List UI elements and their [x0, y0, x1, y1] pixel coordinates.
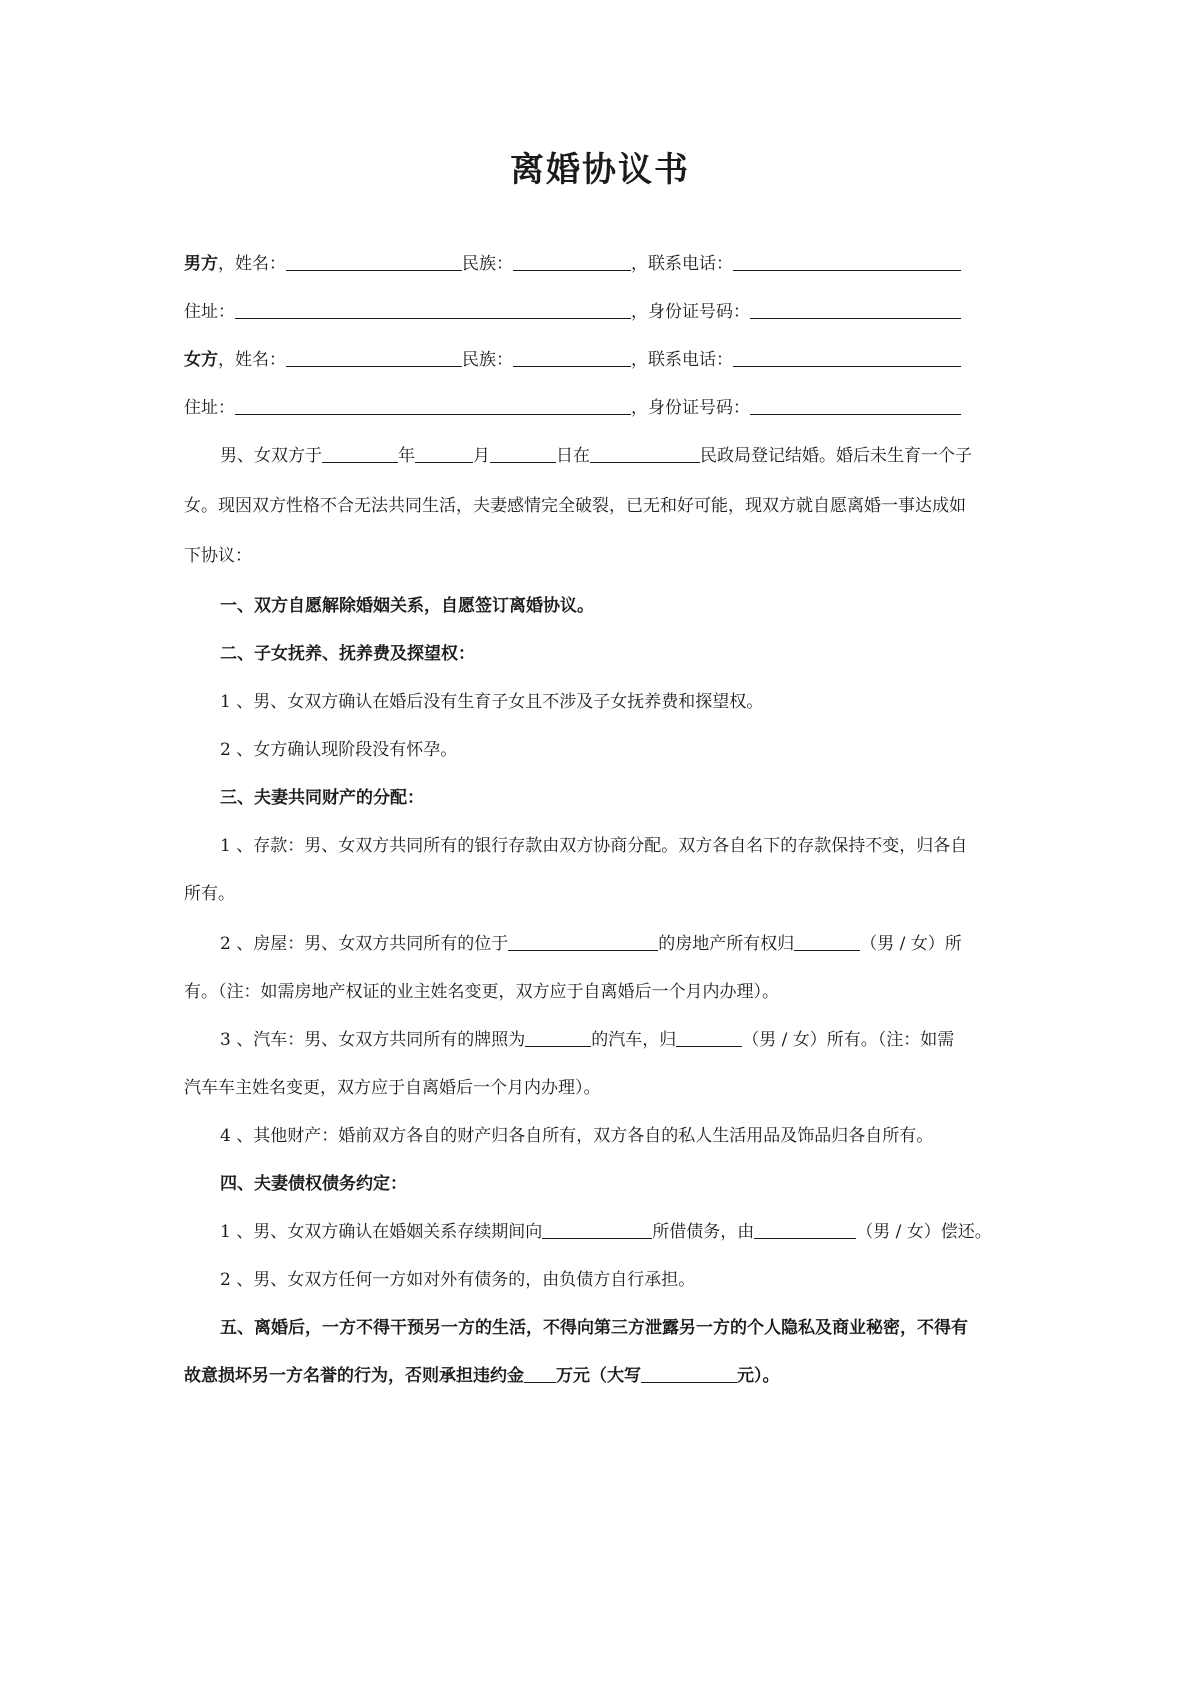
clause-two-heading: 二、子女抚养、抚养费及探望权：: [220, 644, 475, 664]
clause-one: 一、双方自愿解除婚姻关系，自愿签订离婚协议。: [220, 596, 594, 616]
female-address-line: [184, 382, 1024, 434]
car-line-1: 3 、汽车：男、女双方共同所有的牌照为 的汽车，归 （男 / 女）所有。（注：如需: [220, 1030, 955, 1050]
debt-line-1: 1 、男、女双方确认在婚姻关系存续期间向 所借债务，由 （男 / 女）偿还。: [220, 1222, 992, 1242]
female-party-line: 女方，姓名： 民族： ，联系电话：: [184, 334, 1024, 386]
female-phone-field[interactable]: [733, 350, 961, 367]
male-id-field[interactable]: [750, 302, 961, 319]
phone-label: ，联系电话：: [631, 254, 733, 274]
male-phone-field[interactable]: [733, 254, 961, 271]
id-label: ，身份证号码：: [631, 398, 750, 418]
name-label: 姓名：: [235, 254, 286, 274]
penalty-amount-capital-field[interactable]: [641, 1366, 737, 1383]
male-address-field[interactable]: [235, 302, 631, 319]
car-line-2: 汽车车主姓名变更，双方应于自离婚后一个月内办理）。: [184, 1078, 601, 1098]
deposit-line-1: 1 、存款：男、女双方共同所有的银行存款由双方协商分配。双方各自名下的存款保持不变，归各自: [220, 836, 968, 856]
female-name-field[interactable]: [286, 350, 462, 367]
ethnicity-label: 民族：: [462, 350, 513, 370]
male-party-line: 男方，姓名： 民族： ，联系电话：: [184, 238, 1024, 290]
debt-line-2: 2 、男、女双方任何一方如对外有债务的，由负债方自行承担。: [220, 1270, 696, 1290]
ethnicity-label: 民族：: [462, 254, 513, 274]
id-label: ，身份证号码：: [631, 302, 750, 322]
female-ethnicity-field[interactable]: [513, 350, 631, 367]
male-ethnicity-field[interactable]: [513, 254, 631, 271]
creditor-field[interactable]: [542, 1222, 652, 1239]
clause-two-item-1: 1 、男、女双方确认在婚后没有生育子女且不涉及子女抚养费和探望权。: [220, 692, 764, 712]
intro-line-3: 下协议：: [184, 546, 252, 566]
house-line-2: 有。（注：如需房地产权证的业主姓名变更，双方应于自离婚后一个月内办理）。: [184, 982, 779, 1002]
marriage-month-field[interactable]: [415, 446, 473, 463]
house-location-field[interactable]: [508, 934, 658, 951]
male-address-line: [184, 286, 1024, 338]
marriage-day-field[interactable]: [490, 446, 556, 463]
name-label: 姓名：: [235, 350, 286, 370]
clause-five-line-1: 五、离婚后，一方不得干预另一方的生活，不得向第三方泄露另一方的个人隐私及商业秘密，不得有: [220, 1318, 968, 1338]
penalty-amount-field[interactable]: [524, 1366, 556, 1383]
female-label: 女方: [184, 350, 218, 370]
intro-line-1: 男、女双方于 年 月 日在 民政局登记结婚。婚后未生育一个子: [220, 446, 972, 466]
female-address-field[interactable]: [235, 398, 631, 415]
debtor-field[interactable]: [754, 1222, 856, 1239]
civil-affairs-bureau-field[interactable]: [590, 446, 700, 463]
car-owner-field[interactable]: [676, 1030, 742, 1047]
male-label: 男方: [184, 254, 218, 274]
female-id-field[interactable]: [750, 398, 961, 415]
intro-line-2: 女。现因双方性格不合无法共同生活，夫妻感情完全破裂，已无和好可能，现双方就自愿离婚一事达成如: [184, 496, 966, 516]
address-label: 住址：: [184, 302, 235, 322]
house-owner-field[interactable]: [794, 934, 860, 951]
other-property-line: 4 、其他财产：婚前双方各自的财产归各自所有，双方各自的私人生活用品及饰品归各自所有。: [220, 1126, 934, 1146]
clause-two-item-2: 2 、女方确认现阶段没有怀孕。: [220, 740, 458, 760]
male-name-field[interactable]: [286, 254, 462, 271]
house-line-1: 2 、房屋：男、女双方共同所有的位于 的房地产所有权归 （男 / 女）所: [220, 934, 962, 954]
clause-five-line-2: 故意损坏另一方名誉的行为，否则承担违约金 万元（大写 元）。: [184, 1366, 780, 1386]
deposit-line-2: 所有。: [184, 884, 235, 904]
car-plate-field[interactable]: [525, 1030, 591, 1047]
address-label: 住址：: [184, 398, 235, 418]
marriage-year-field[interactable]: [322, 446, 398, 463]
clause-four-heading: 四、夫妻债权债务约定：: [220, 1174, 407, 1194]
document-title: 离婚协议书: [510, 150, 690, 190]
phone-label: ，联系电话：: [631, 350, 733, 370]
clause-three-heading: 三、夫妻共同财产的分配：: [220, 788, 424, 808]
